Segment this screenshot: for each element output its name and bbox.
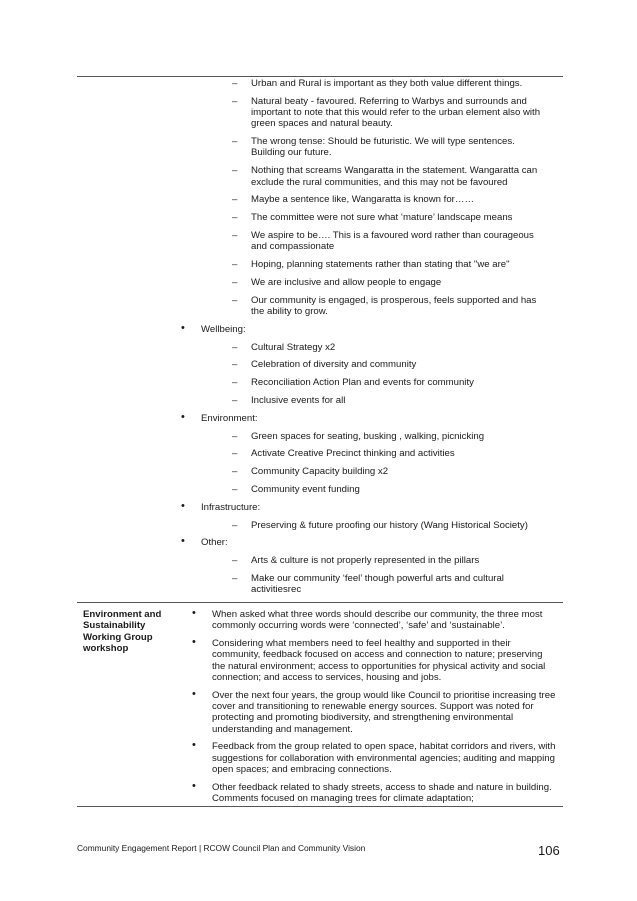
list-item: – We are inclusive and allow people to engage	[232, 276, 442, 288]
dash-marker: –	[232, 212, 238, 224]
list-item: – Our community is engaged, is prosperous, feels supported and has the ability to grow.	[232, 294, 537, 317]
bullet-marker: •	[192, 779, 196, 792]
list-item: – Green spaces for seating, busking , walking, picnicking	[232, 430, 485, 442]
list-item: • Feedback from the group related to open space, habitat corridors and rivers, with suggestions for collaboration with environmental agencies; auditing and mapping open spaces; and embracing connections.	[192, 739, 556, 776]
list-item: • Other feedback related to shady streets, access to shade and nature in building. Comments focused on managing trees for climate adaptation;	[192, 779, 552, 805]
list-item: – Activate Creative Precinct thinking and activities	[232, 448, 455, 460]
list-item: – We aspire to be…. This is a favoured word rather than courageous and compassionate	[232, 229, 534, 253]
dash-marker: –	[232, 359, 238, 371]
row-label: Environment and Sustainability Working Group workshop	[83, 609, 162, 654]
dash-marker: –	[232, 430, 238, 442]
dash-marker: –	[232, 165, 238, 177]
list-item: – Celebration of diversity and community	[232, 359, 417, 371]
dash-marker: –	[232, 448, 238, 460]
group-heading-wellbeing: • Wellbeing:	[181, 321, 246, 335]
dash-marker: –	[232, 294, 238, 306]
dash-marker: –	[232, 136, 238, 148]
dash-marker: –	[232, 466, 238, 478]
list-item: – Community Capacity building x2	[232, 466, 389, 478]
list-item: – The wrong tense: Should be futuristic. We will type sentences. Building our future.	[232, 136, 515, 159]
list-item: – Cultural Strategy x2	[232, 341, 336, 353]
bullet-marker: •	[181, 321, 185, 334]
bullet-marker: •	[192, 739, 196, 752]
list-item: – Hoping, planning statements rather than stating that "we are"	[232, 259, 510, 271]
dash-marker: –	[232, 78, 238, 89]
table-row-divider	[77, 602, 563, 603]
list-item: – The committee were not sure what ‘mature’ landscape means	[232, 212, 513, 224]
list-item: – Preserving & future proofing our history (Wang Historical Society)	[232, 519, 528, 531]
list-item: – Community event funding	[232, 483, 360, 495]
bullet-marker: •	[192, 687, 196, 700]
dash-marker: –	[232, 341, 238, 353]
feedback-list-section-2	[77, 609, 563, 811]
dash-marker: –	[232, 229, 238, 241]
dash-marker: –	[232, 555, 238, 567]
page-number: 106	[538, 843, 560, 858]
list-item: – Natural beaty - favoured. Referring to Warbys and surrounds and important to note that this would refer to the urban element also with green spaces and natural beauty.	[232, 95, 541, 130]
bullet-marker: •	[181, 535, 185, 548]
list-item: • Considering what members need to feel healthy and supported in their community, feedback focused on access and connection to nature; preserving the natural environment; access to opportunities for physical activity and social connection; and access to services, housing and jobs.	[192, 636, 546, 683]
table-bottom-rule	[77, 806, 563, 807]
group-heading-other: • Other:	[181, 535, 228, 549]
dash-marker: –	[232, 519, 238, 531]
list-item: – Reconciliation Action Plan and events for community	[232, 377, 474, 389]
bullet-marker: •	[181, 499, 185, 512]
list-item: – Arts & culture is not properly represented in the pillars	[232, 555, 480, 567]
dash-marker: –	[232, 259, 238, 271]
dash-marker: –	[232, 194, 238, 206]
list-item: • Over the next four years, the group would like Council to prioritise increasing tree cover and transitioning to renewable energy sources. Support was noted for protecting and promoting biodiversity, and strengthening environmental understanding and management.	[192, 687, 556, 735]
dash-marker: –	[232, 95, 238, 107]
dash-marker: –	[232, 377, 238, 389]
bullet-marker: •	[181, 410, 185, 423]
list-item: – Inclusive events for all	[232, 394, 346, 406]
list-item: – Urban and Rural is important as they both value different things.	[232, 78, 523, 89]
list-item: – Make our community ‘feel’ though powerful arts and cultural activitiesrec	[232, 572, 504, 596]
bullet-marker: •	[192, 607, 196, 619]
list-item: – Maybe a sentence like, Wangaratta is known for……	[232, 194, 475, 206]
list-item: • When asked what three words should describe our community, the three most commonly occurring words were ‘connected’, ‘safe’ and ‘sustainable’.	[192, 607, 543, 632]
dash-marker: –	[232, 276, 238, 288]
dash-marker: –	[232, 394, 238, 406]
footer-text: Community Engagement Report | RCOW Council Plan and Community Vision	[77, 843, 366, 853]
feedback-list-section-1	[77, 78, 563, 602]
dash-marker: –	[232, 572, 238, 584]
bullet-marker: •	[192, 636, 196, 649]
group-heading-infrastructure: • Infrastructure:	[181, 499, 261, 513]
list-item: – Nothing that screams Wangaratta in the statement. Wangaratta can exclude the rural communities, and this may not be favoured	[232, 165, 538, 188]
dash-marker: –	[232, 483, 238, 495]
group-heading-environment: • Environment:	[181, 410, 258, 424]
table-top-rule	[77, 76, 563, 77]
